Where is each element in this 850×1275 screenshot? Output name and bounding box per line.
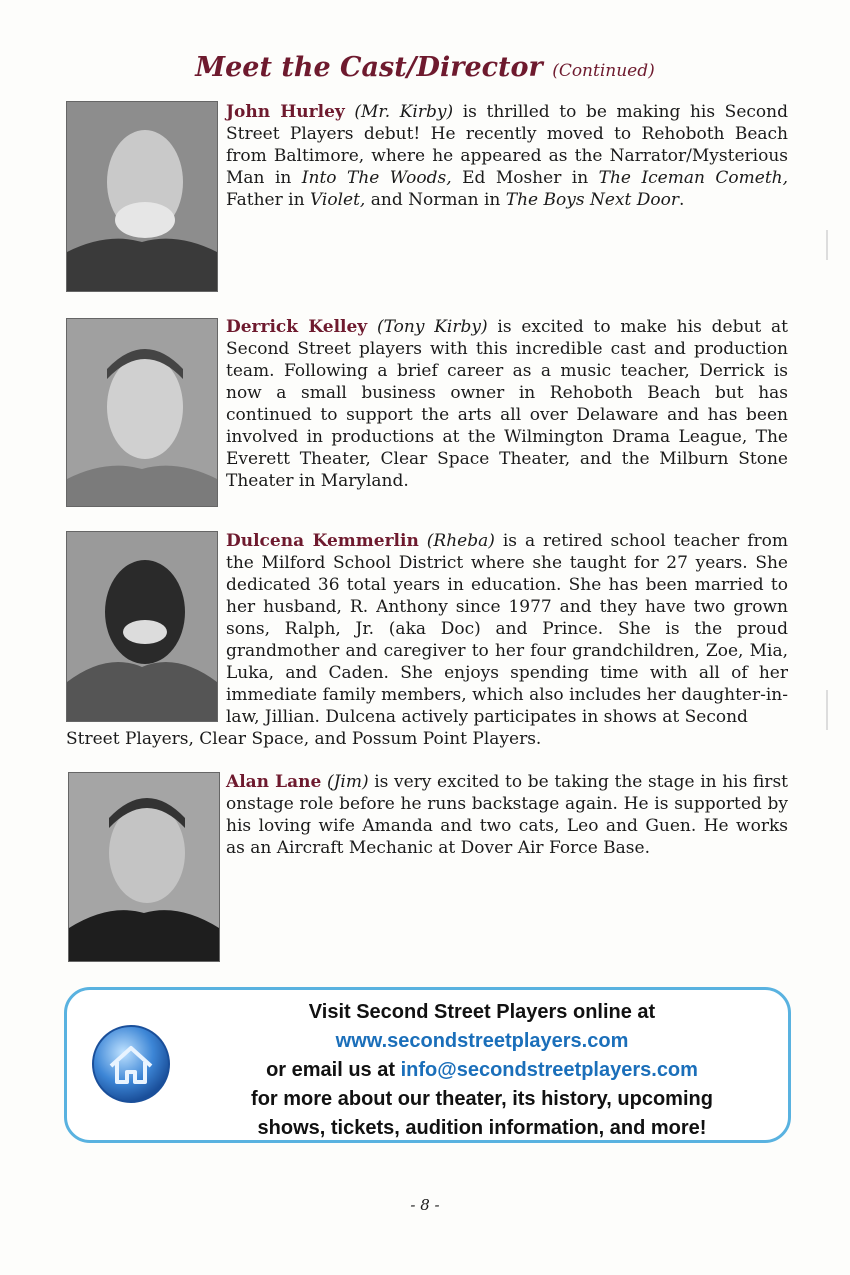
email-line [207, 1056, 757, 1085]
portrait-icon [69, 773, 219, 961]
visit-line1: Visit Second Street Players online at [308, 1001, 656, 1023]
cast-name: Alan Lane [226, 772, 322, 792]
bio-dulcena-kemmerlin-cont [66, 728, 788, 750]
bio-text: is thrilled to be making his Second Street Players debut! He recently moved to Rehoboth Beach from Baltimore, where he appeared as the Narrator/Mysterious Man in [226, 102, 788, 188]
show-title: Into The Woods, [301, 168, 452, 188]
scan-edge-mark [826, 230, 828, 260]
cast-photo-alan-lane [68, 772, 220, 962]
cast-role: (Rheba) [426, 531, 495, 551]
show-title: The Iceman Cometh, [598, 168, 789, 188]
title-continued: (Continued) [552, 61, 655, 81]
bio-text: is very excited to be taking the stage in his first onstage role before he runs backstage again. He is supported by his loving wife Amanda and two cats, Leo and Guen. He works as an Aircraft Mechanic at Dover Air Force Base. [226, 772, 788, 858]
cast-role: (Tony Kirby) [376, 317, 488, 337]
bio-text: and Norman in [365, 190, 506, 210]
cast-photo-john-hurley [66, 101, 218, 292]
visit-line5: shows, tickets, audition information, and more! [257, 1117, 707, 1139]
bio-text: is a retired school teacher from the Milford School District where she taught for 27 years. She dedicated 36 total years in education. She has been married to her husband, R. Anthony since 1977 and they have two grown sons, Ralph, Jr. (aka Doc) and Prince. She is the proud grandmother and caregiver to her four grandchildren, Zoe, Mia, Luka, and Caden. She enjoys spending time with all of her immediate family members, which also includes her daughter-in-law, Jillian. Dulcena actively participates in shows at Second [226, 531, 789, 727]
portrait-icon [67, 532, 217, 721]
visit-line4: for more about our theater, its history, upcoming [251, 1088, 713, 1110]
bio-dulcena-kemmerlin [226, 530, 788, 728]
bio-derrick-kelley [226, 316, 788, 492]
portrait-icon [67, 102, 217, 291]
bio-alan-lane [226, 771, 788, 859]
email-prefix: or email us at [266, 1059, 401, 1081]
bio-text: Father in [226, 190, 310, 210]
show-title: Violet, [309, 190, 366, 210]
cast-name: John Hurley [226, 102, 345, 122]
page-number: - 8 - [410, 1196, 440, 1214]
bio-text: is excited to make his debut at Second Street players with this incredible cast and production team. Following a brief career as a music teacher, Derrick is now a small business owner in Rehoboth Beach but has continued to support the arts all over Delaware and has been involved in productions at the Wilmington Drama League, The Everett Theater, Clear Space Theater, and the Milburn Stone Theater in Maryland. [226, 317, 788, 491]
bio-text: Ed Mosher in [451, 168, 599, 188]
title-text: Meet the Cast/Director [195, 52, 543, 83]
portrait-icon [67, 319, 217, 506]
cast-name: Dulcena Kemmerlin [226, 531, 419, 551]
visit-website-box [64, 987, 791, 1143]
cast-role: (Jim) [326, 772, 369, 792]
home-icon [89, 1022, 173, 1106]
page-title [0, 52, 850, 83]
website-link[interactable]: www.secondstreetplayers.com [335, 1030, 629, 1052]
bio-text: . [678, 190, 685, 210]
cast-photo-dulcena-kemmerlin [66, 531, 218, 722]
cast-photo-derrick-kelley [66, 318, 218, 507]
cast-role: (Mr. Kirby) [354, 102, 454, 122]
bio-john-hurley [226, 101, 788, 211]
show-title: The Boys Next Door [505, 190, 679, 210]
bio-text: Street Players, Clear Space, and Possum Point Players. [66, 729, 542, 749]
visit-text [207, 998, 757, 1143]
cast-name: Derrick Kelley [226, 317, 368, 337]
email-link[interactable]: info@secondstreetplayers.com [400, 1059, 698, 1081]
scan-edge-mark [826, 690, 828, 730]
